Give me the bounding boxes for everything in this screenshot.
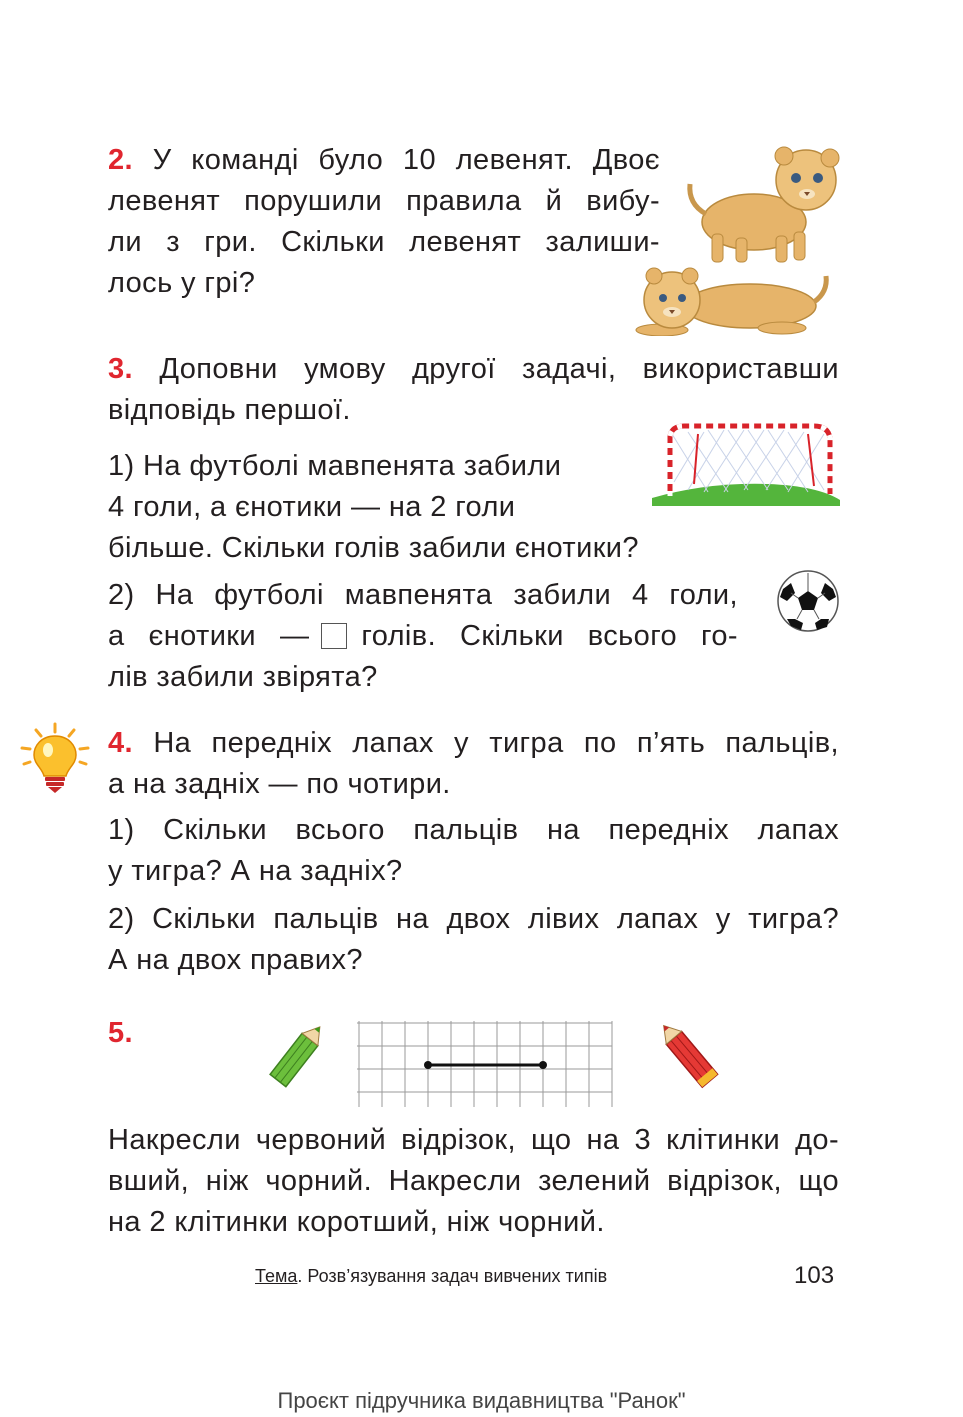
task-2 <box>108 140 660 304</box>
task-3-part-2-line-2-end: голів. Скільки всього го- <box>361 620 738 652</box>
task-3-part-2 <box>108 575 738 698</box>
topic-label: Тема <box>255 1266 298 1286</box>
red-pencil-icon <box>654 1020 726 1094</box>
task-3-intro-line-2: відповідь першої. <box>108 394 351 426</box>
task-3-part-1-line-1: 1) На футболі мавпенята забили <box>108 450 562 482</box>
task-4-intro-line-2: а на задніх — по чотири. <box>108 768 451 800</box>
task-3-part-2-line-3: лів забили звірята? <box>108 661 378 693</box>
task-2-line-1: У команді було 10 левенят. Двоє <box>152 144 660 176</box>
lion-cub-lying-illustration <box>632 262 832 336</box>
task-2-line-2: левенят порушили правила й вибу- <box>108 185 660 217</box>
task-3-part-1-line-2: 4 голи, а єнотики — на 2 голи <box>108 491 516 523</box>
answer-box[interactable] <box>321 623 347 649</box>
soccer-ball-icon <box>775 569 841 633</box>
task-5-line-3: на 2 клітинки коротший, ніж чорний. <box>108 1206 605 1238</box>
grid-with-black-segment <box>357 1021 613 1107</box>
footer-topic <box>255 1266 607 1287</box>
task-3-intro-line-1: Доповни умову другої задачі, використавши <box>159 353 839 385</box>
topic-text: . Розв’язування задач вивчених типів <box>297 1266 608 1286</box>
segment-start-point <box>424 1061 432 1069</box>
segment-end-point <box>539 1061 547 1069</box>
task-4-intro-line-1: На передніх лапах у тигра по п’ять пальців, <box>153 727 839 759</box>
task-4-intro <box>108 723 839 805</box>
task-3-part-2-line-1: 2) На футболі мавпенята забили 4 голи, <box>108 579 738 611</box>
task-number: 4. <box>108 727 133 759</box>
task-5-line-1: Накресли червоний відрізок, що на 3 клітинки до- <box>108 1124 839 1156</box>
page-number: 103 <box>794 1262 835 1289</box>
task-3-part-1 <box>108 446 698 569</box>
task-3-intro <box>108 349 839 431</box>
task-5-line-2: вший, ніж чорний. Накресли зелений відрізок, що <box>108 1165 839 1197</box>
task-number: 2. <box>108 144 133 176</box>
task-5-number <box>108 1013 168 1054</box>
lion-cub-standing-illustration <box>684 144 842 264</box>
lightbulb-icon <box>16 722 94 794</box>
green-pencil-icon <box>262 1024 326 1096</box>
football-goal-illustration <box>648 420 844 506</box>
task-2-line-4: лось у грі? <box>108 267 256 299</box>
task-number: 5. <box>108 1017 133 1049</box>
task-4-q1-line-1: 1) Скільки всього пальців на передніх лапах <box>108 814 839 846</box>
task-2-line-3: ли з гри. Скільки левенят залиши- <box>108 226 660 258</box>
task-4-question-2 <box>108 899 839 981</box>
task-4-question-1 <box>108 810 839 892</box>
task-3-part-1-line-3: більше. Скільки голів забили єнотики? <box>108 532 639 564</box>
task-5-text <box>108 1120 839 1243</box>
task-4-q2-line-2: А на двох правих? <box>108 944 363 976</box>
publisher-watermark: Проєкт підручника видавництва "Ранок" <box>277 1388 686 1413</box>
task-number: 3. <box>108 353 133 385</box>
task-3-part-2-line-2-start: а єнотики — <box>108 620 310 652</box>
task-4-q1-line-2: у тигра? А на задніх? <box>108 855 403 887</box>
task-4-q2-line-1: 2) Скільки пальців на двох лівих лапах у тигра? <box>108 903 839 935</box>
